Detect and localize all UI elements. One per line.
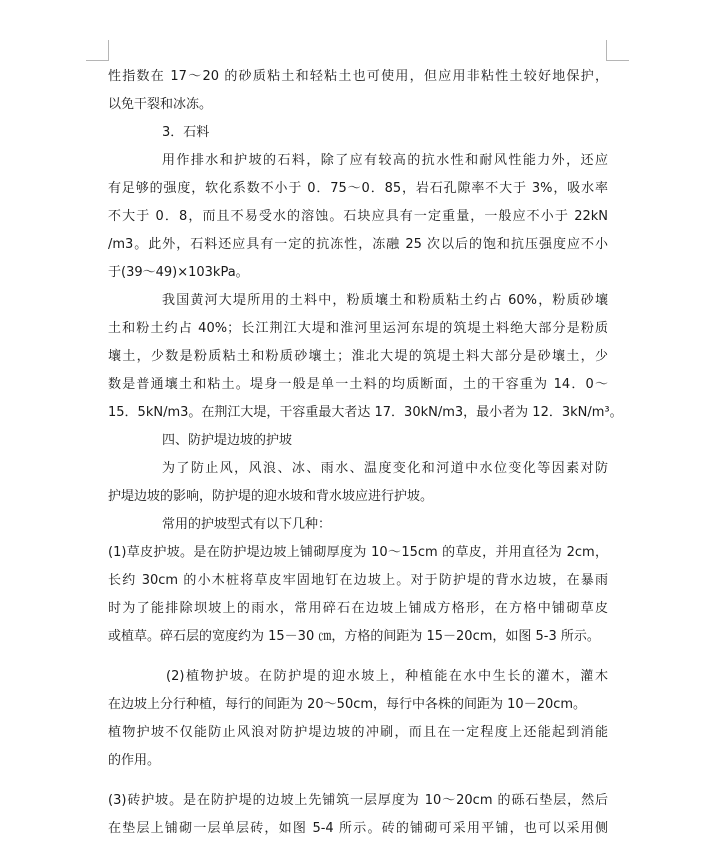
document-body [108, 63, 623, 843]
text-line: 数是普通壤土和粘土。堤身一般是单一土料的均质断面，土的干容重为 14．0～ [108, 377, 608, 392]
text-line: 为了防止风，风浪、冰、雨水、温度变化和河道中水位变化等因素对防 [162, 461, 608, 476]
crop-mark-top-left [86, 40, 109, 61]
crop-mark-top-right [606, 40, 629, 61]
text-line: 在垫层上铺砌一层单层砖，如图 5-4 所示。砖的铺砌可采用平铺，也可以采用侧 [108, 821, 608, 836]
text-line: 在边坡上分行种植，每行的间距为 20～50cm，每行中各株的间距为 10－20cm。 [108, 697, 587, 712]
section-heading: 四、防护堤边坡的护坡 [162, 433, 293, 448]
text-line: 土和粉土约占 40%；长江荆江大堤和淮河里运河东堤的筑堤土料绝大部分是粉质 [108, 321, 608, 336]
text-line: 植物护坡不仅能防止风浪对防护堤边坡的冲刷，而且在一定程度上还能起到消能 [108, 725, 608, 740]
paragraph-gap [108, 775, 608, 787]
paragraph-gap [108, 651, 608, 663]
text-line: 护堤边坡的影响，防护堤的迎水坡和背水坡应进行护坡。 [108, 489, 434, 504]
text-line: 有足够的强度，软化系数不小于 0．75～0．85，岩石孔隙率不大于 3%，吸水率 [108, 181, 608, 196]
text-line: 我国黄河大堤所用的土料中，粉质壤土和粉质粘土约占 60%，粉质砂壤 [162, 293, 608, 308]
text-line: 于(39～49)×103kPa。 [108, 265, 249, 280]
text-line: 不大于 0．8，而且不易受水的溶蚀。石块应具有一定重量，一般应不小于 22kN [108, 209, 608, 224]
text-line: 用作排水和护坡的石料，除了应有较高的抗水性和耐风性能力外，还应 [162, 153, 608, 168]
text-line: 时为了能排除坝坡上的雨水，常用碎石在边坡上铺成方格形，在方格中铺砌草皮 [108, 601, 608, 616]
text-line: 的作用。 [108, 753, 161, 768]
text-line: (3)砖护坡。是在防护堤的边坡上先铺筑一层厚度为 10～20cm 的砾石垫层，然后 [108, 793, 608, 808]
text-line: 以免干裂和冰冻。 [108, 97, 213, 112]
text-line: 或植草。碎石层的宽度约为 15－30 ㎝，方格的间距为 15－20cm，如图 5-3 所示。 [108, 629, 600, 644]
text-line: (1)草皮护坡。是在防护堤边坡上铺砌厚度为 10～15cm 的草皮，并用直径为 2cm， [108, 545, 608, 560]
text-line: /m3。此外，石料还应具有一定的抗冻性，冻融 25 次以后的饱和抗压强度应不小 [108, 237, 608, 252]
text-line: 性指数在 17～20 的砂质粘土和轻粘土也可使用，但应用非粘性土较好地保护， [108, 69, 608, 84]
text-line: (2)植物护坡。在防护堤的迎水坡上，种植能在水中生长的灌木，灌木 [166, 669, 608, 684]
section-heading: 3．石料 [162, 125, 210, 140]
text-line: 长约 30cm 的小木桩将草皮牢固地钉在边坡上。对于防护堤的背水边坡，在暴雨 [108, 573, 608, 588]
text-line: 壤土，少数是粉质粘土和粉质砂壤土；淮北大堤的筑堤土料大部分是砂壤土，少 [108, 349, 608, 364]
text-line: 常用的护坡型式有以下几种： [162, 517, 332, 532]
text-line: 15．5kN/m3。在荆江大堤，干容重最大者达 17．30kN/m3，最小者为 12．3kN/m³。 [108, 405, 623, 420]
